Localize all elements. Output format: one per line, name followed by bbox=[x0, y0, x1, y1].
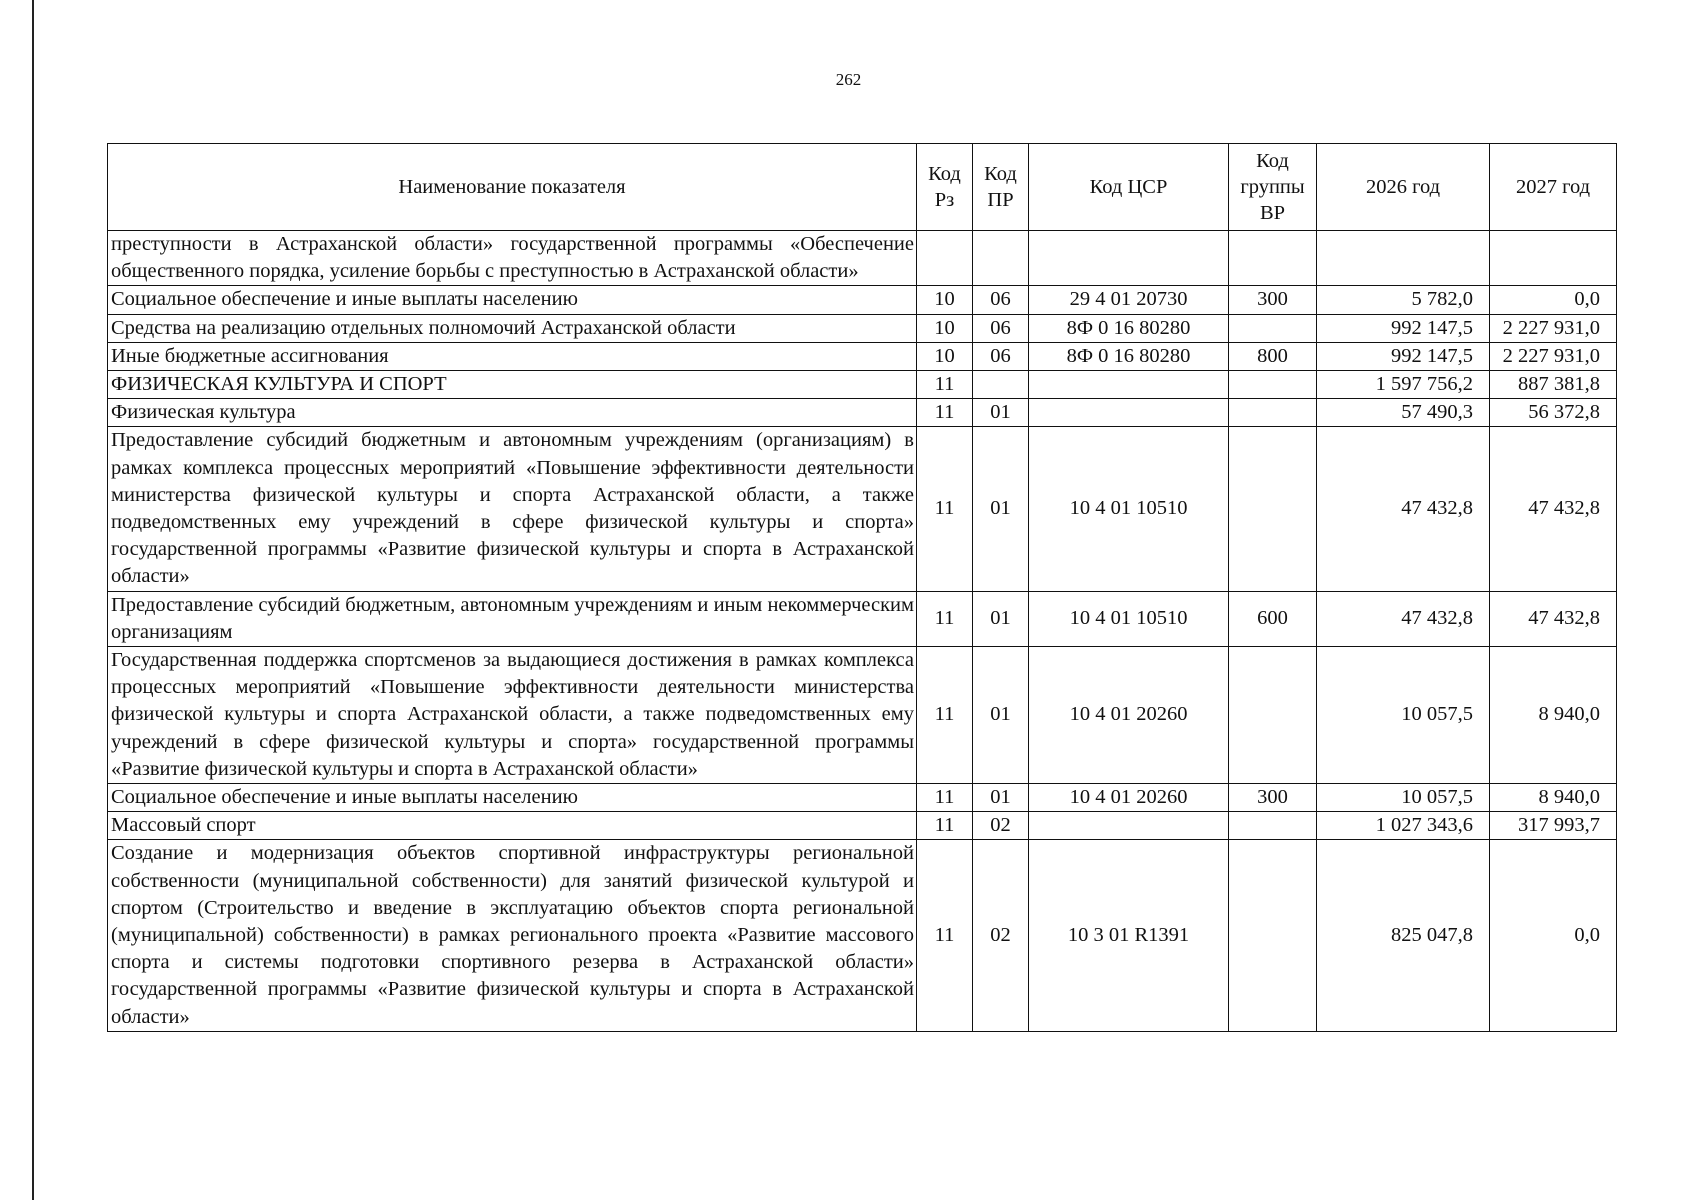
header-vr-line-3: ВР bbox=[1259, 202, 1286, 224]
cell-vr bbox=[1229, 231, 1317, 286]
cell-pr: 06 bbox=[973, 286, 1029, 314]
cell-pr: 02 bbox=[973, 840, 1029, 1031]
cell-csr: 10 3 01 R1391 bbox=[1029, 840, 1229, 1031]
cell-pr: 06 bbox=[973, 314, 1029, 342]
cell-2026: 5 782,0 bbox=[1317, 286, 1490, 314]
cell-vr bbox=[1229, 812, 1317, 840]
table-header bbox=[108, 144, 1617, 231]
header-vr-line-2: группы bbox=[1240, 176, 1305, 198]
cell-pr: 01 bbox=[973, 427, 1029, 591]
cell-2027: 47 432,8 bbox=[1490, 591, 1617, 646]
cell-2027: 8 940,0 bbox=[1490, 784, 1617, 812]
table-row bbox=[108, 399, 1617, 427]
cell-pr: 02 bbox=[973, 812, 1029, 840]
header-rz-line-1: Код bbox=[928, 163, 961, 185]
cell-2027: 47 432,8 bbox=[1490, 427, 1617, 591]
cell-rz: 11 bbox=[917, 591, 973, 646]
cell-rz: 10 bbox=[917, 342, 973, 370]
cell-pr: 01 bbox=[973, 399, 1029, 427]
cell-2027: 0,0 bbox=[1490, 840, 1617, 1031]
page-number: 262 bbox=[835, 70, 862, 89]
cell-rz: 10 bbox=[917, 286, 973, 314]
cell-2027: 8 940,0 bbox=[1490, 647, 1617, 784]
cell-csr: 8Ф 0 16 80280 bbox=[1029, 342, 1229, 370]
cell-rz: 11 bbox=[917, 784, 973, 812]
cell-rz: 11 bbox=[917, 840, 973, 1031]
cell-2027: 0,0 bbox=[1490, 286, 1617, 314]
table-row bbox=[108, 342, 1617, 370]
cell-2026: 57 490,3 bbox=[1317, 399, 1490, 427]
cell-2027 bbox=[1490, 231, 1617, 286]
cell-csr: 29 4 01 20730 bbox=[1029, 286, 1229, 314]
header-csr: Код ЦСР bbox=[1029, 144, 1229, 231]
cell-2026: 992 147,5 bbox=[1317, 314, 1490, 342]
cell-name: Средства на реализацию отдельных полномочий Астраханской области bbox=[108, 314, 917, 342]
cell-2026: 992 147,5 bbox=[1317, 342, 1490, 370]
cell-vr: 300 bbox=[1229, 286, 1317, 314]
cell-2026: 47 432,8 bbox=[1317, 427, 1490, 591]
cell-pr: 01 bbox=[973, 647, 1029, 784]
cell-name: Предоставление субсидий бюджетным, автономным учреждениям и иным некоммерческим организациям bbox=[108, 591, 917, 646]
cell-vr: 300 bbox=[1229, 784, 1317, 812]
cell-2027: 317 993,7 bbox=[1490, 812, 1617, 840]
cell-csr bbox=[1029, 812, 1229, 840]
cell-csr bbox=[1029, 371, 1229, 399]
table-row bbox=[108, 314, 1617, 342]
cell-name: ФИЗИЧЕСКАЯ КУЛЬТУРА И СПОРТ bbox=[108, 371, 917, 399]
budget-table bbox=[107, 143, 1617, 1032]
cell-csr bbox=[1029, 399, 1229, 427]
cell-pr bbox=[973, 231, 1029, 286]
table-body bbox=[108, 231, 1617, 1032]
table-row bbox=[108, 647, 1617, 784]
header-vr-line-1: Код bbox=[1256, 150, 1289, 172]
cell-2027: 887 381,8 bbox=[1490, 371, 1617, 399]
header-2027: 2027 год bbox=[1490, 144, 1617, 231]
header-pr bbox=[973, 144, 1029, 231]
cell-vr bbox=[1229, 314, 1317, 342]
cell-2026: 825 047,8 bbox=[1317, 840, 1490, 1031]
binding-line bbox=[32, 0, 34, 1200]
header-rz bbox=[917, 144, 973, 231]
header-vr bbox=[1229, 144, 1317, 231]
table-row bbox=[108, 591, 1617, 646]
cell-2027: 56 372,8 bbox=[1490, 399, 1617, 427]
cell-name: Массовый спорт bbox=[108, 812, 917, 840]
cell-2027: 2 227 931,0 bbox=[1490, 314, 1617, 342]
cell-vr bbox=[1229, 399, 1317, 427]
header-name: Наименование показателя bbox=[108, 144, 917, 231]
cell-csr: 10 4 01 20260 bbox=[1029, 647, 1229, 784]
table-row bbox=[108, 286, 1617, 314]
cell-name: Физическая культура bbox=[108, 399, 917, 427]
table-row bbox=[108, 784, 1617, 812]
table-row bbox=[108, 812, 1617, 840]
cell-2026: 1 597 756,2 bbox=[1317, 371, 1490, 399]
cell-rz: 11 bbox=[917, 399, 973, 427]
header-2026: 2026 год bbox=[1317, 144, 1490, 231]
cell-rz: 11 bbox=[917, 427, 973, 591]
cell-vr bbox=[1229, 840, 1317, 1031]
cell-pr: 01 bbox=[973, 591, 1029, 646]
cell-name: Иные бюджетные ассигнования bbox=[108, 342, 917, 370]
cell-2026: 47 432,8 bbox=[1317, 591, 1490, 646]
cell-rz: 10 bbox=[917, 314, 973, 342]
cell-rz: 11 bbox=[917, 647, 973, 784]
cell-2026: 10 057,5 bbox=[1317, 647, 1490, 784]
table-row bbox=[108, 231, 1617, 286]
cell-vr: 600 bbox=[1229, 591, 1317, 646]
header-pr-line-1: Код bbox=[984, 163, 1017, 185]
cell-csr: 10 4 01 10510 bbox=[1029, 427, 1229, 591]
table-row bbox=[108, 427, 1617, 591]
cell-name: Социальное обеспечение и иные выплаты населению bbox=[108, 784, 917, 812]
cell-csr: 8Ф 0 16 80280 bbox=[1029, 314, 1229, 342]
cell-name: Социальное обеспечение и иные выплаты населению bbox=[108, 286, 917, 314]
header-rz-line-2: Рз bbox=[934, 189, 955, 211]
cell-csr: 10 4 01 20260 bbox=[1029, 784, 1229, 812]
cell-vr bbox=[1229, 427, 1317, 591]
cell-2026: 10 057,5 bbox=[1317, 784, 1490, 812]
cell-vr bbox=[1229, 647, 1317, 784]
cell-name: Предоставление субсидий бюджетным и автономным учреждениям (организациям) в рамках комплекса процессных мероприятий «Повышение эффективности деятельности министерства физической культуры и спорта Астраханской области, а также подведомственных ему учреждений в сфере физической культуры и спорта» государственной программы «Развитие физической культуры и спорта в Астраханской области» bbox=[108, 427, 917, 591]
cell-pr: 01 bbox=[973, 784, 1029, 812]
cell-2027: 2 227 931,0 bbox=[1490, 342, 1617, 370]
cell-vr bbox=[1229, 371, 1317, 399]
cell-name: преступности в Астраханской области» государственной программы «Обеспечение общественного порядка, усиление борьбы с преступностью в Астраханской области» bbox=[108, 231, 917, 286]
cell-csr: 10 4 01 10510 bbox=[1029, 591, 1229, 646]
cell-name: Создание и модернизация объектов спортивной инфраструктуры региональной собственности (муниципальной собственности) для занятий физической культурой и спортом (Строительство и введение в эксплуатацию объектов спорта региональной (муниципальной) собственности) в рамках регионального проекта «Развитие массового спорта и системы подготовки спортивного резерва в Астраханской области» государственной программы «Развитие физической культуры и спорта в Астраханской области» bbox=[108, 840, 917, 1031]
cell-rz bbox=[917, 231, 973, 286]
cell-pr bbox=[973, 371, 1029, 399]
cell-csr bbox=[1029, 231, 1229, 286]
cell-name: Государственная поддержка спортсменов за выдающиеся достижения в рамках комплекса процессных мероприятий «Повышение эффективности деятельности министерства физической культуры и спорта Астраханской области, а также подведомственных ему учреждений в сфере физической культуры и спорта» государственной программы «Развитие физической культуры и спорта в Астраханской области» bbox=[108, 647, 917, 784]
header-pr-line-2: ПР bbox=[987, 189, 1014, 211]
table-row bbox=[108, 840, 1617, 1031]
cell-rz: 11 bbox=[917, 812, 973, 840]
cell-2026: 1 027 343,6 bbox=[1317, 812, 1490, 840]
cell-2026 bbox=[1317, 231, 1490, 286]
cell-rz: 11 bbox=[917, 371, 973, 399]
cell-vr: 800 bbox=[1229, 342, 1317, 370]
table-row bbox=[108, 371, 1617, 399]
cell-pr: 06 bbox=[973, 342, 1029, 370]
